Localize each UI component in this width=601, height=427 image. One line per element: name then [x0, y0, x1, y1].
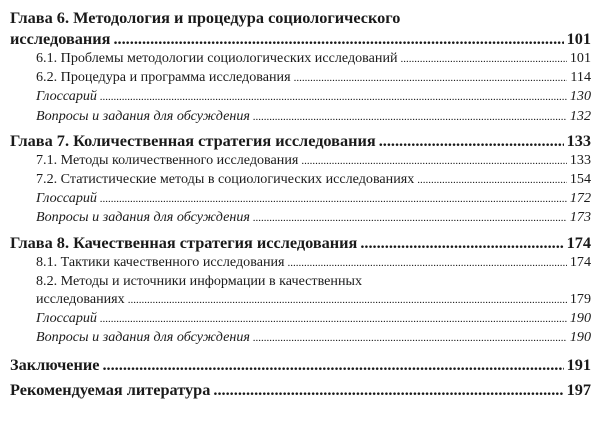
page-number: 101: [566, 29, 591, 48]
section-title: Вопросы и задания для обсуждения: [36, 329, 250, 346]
dot-leader: [253, 209, 567, 227]
toc-section-8-1[interactable]: [10, 253, 591, 272]
dot-leader: [102, 354, 563, 375]
toc-chapter-6[interactable]: [10, 7, 591, 49]
chapter-title-line1: Глава 6. Методология и процедура социологического: [10, 8, 401, 27]
section-title: Глоссарий: [36, 190, 97, 207]
page-number: 154: [569, 171, 591, 188]
dot-leader: [288, 254, 567, 272]
page-number: 190: [569, 329, 591, 346]
toc-section-7-2[interactable]: [10, 170, 591, 189]
toc-questions-6[interactable]: [10, 107, 591, 126]
page-number: 114: [570, 69, 591, 86]
toc-section-6-1[interactable]: [10, 49, 591, 68]
page-number: 190: [569, 310, 591, 327]
page-number: 191: [566, 354, 591, 374]
toc-chapter-8[interactable]: [10, 232, 591, 253]
dot-leader: [301, 152, 567, 170]
dot-leader: [100, 310, 567, 328]
dot-leader: [213, 379, 563, 400]
chapter-title: Рекомендуемая литература: [10, 379, 211, 399]
toc-section-7-1[interactable]: [10, 151, 591, 170]
page-number: 132: [569, 107, 591, 124]
section-title: Вопросы и задания для обсуждения: [36, 209, 250, 226]
chapter-title: Заключение: [10, 354, 100, 374]
section-title: 7.1. Методы количественного исследования: [36, 151, 299, 168]
chapter-title: Глава 8. Качественная стратегия исследования: [10, 232, 358, 252]
dot-leader: [360, 232, 563, 253]
section-title-line1: 8.2. Методы и источники информации в качественных: [36, 272, 363, 289]
page-number: 101: [569, 50, 591, 66]
page-number: 174: [566, 232, 591, 252]
dot-leader: [379, 130, 564, 151]
page-number: 130: [569, 88, 591, 105]
dot-leader: [128, 291, 567, 309]
toc-questions-7[interactable]: [10, 208, 591, 227]
section-title: 7.2. Статистические методы в социологических исследованиях: [36, 171, 415, 188]
toc-section-8-2[interactable]: [10, 272, 591, 309]
toc-questions-8[interactable]: [10, 328, 591, 347]
section-title: Глоссарий: [36, 310, 97, 327]
chapter-title-line2: исследования: [10, 29, 111, 48]
section-title: 8.1. Тактики качественного исследования: [36, 253, 285, 270]
page-number: 174: [569, 253, 591, 270]
toc-glossary-7[interactable]: [10, 189, 591, 208]
toc-glossary-6[interactable]: [10, 87, 591, 106]
toc-glossary-8[interactable]: [10, 309, 591, 328]
page-number: 133: [566, 130, 591, 150]
page-number: 197: [566, 379, 591, 399]
toc-chapter-7[interactable]: [10, 130, 591, 151]
section-title: 6.1. Проблемы методологии социологических исследований: [36, 50, 398, 66]
page-number: 173: [569, 209, 591, 226]
dot-leader: [113, 28, 563, 49]
toc-conclusion[interactable]: [10, 354, 591, 375]
dot-leader: [100, 190, 567, 208]
section-title: 6.2. Процедура и программа исследования: [36, 69, 291, 86]
page-number: 179: [569, 291, 591, 308]
dot-leader: [417, 171, 567, 189]
toc-section-6-2[interactable]: [10, 68, 591, 87]
dot-leader: [294, 69, 568, 87]
dot-leader: [100, 88, 567, 106]
section-title-line2: исследованиях: [36, 291, 125, 308]
section-title: Глоссарий: [36, 88, 97, 105]
page-number: 172: [569, 190, 591, 207]
dot-leader: [253, 329, 567, 347]
page-number: 133: [569, 151, 591, 168]
dot-leader: [401, 50, 567, 68]
toc-literature[interactable]: [10, 379, 591, 400]
chapter-title: Глава 7. Количественная стратегия исследования: [10, 130, 376, 150]
dot-leader: [253, 108, 567, 126]
section-title: Вопросы и задания для обсуждения: [36, 107, 250, 124]
